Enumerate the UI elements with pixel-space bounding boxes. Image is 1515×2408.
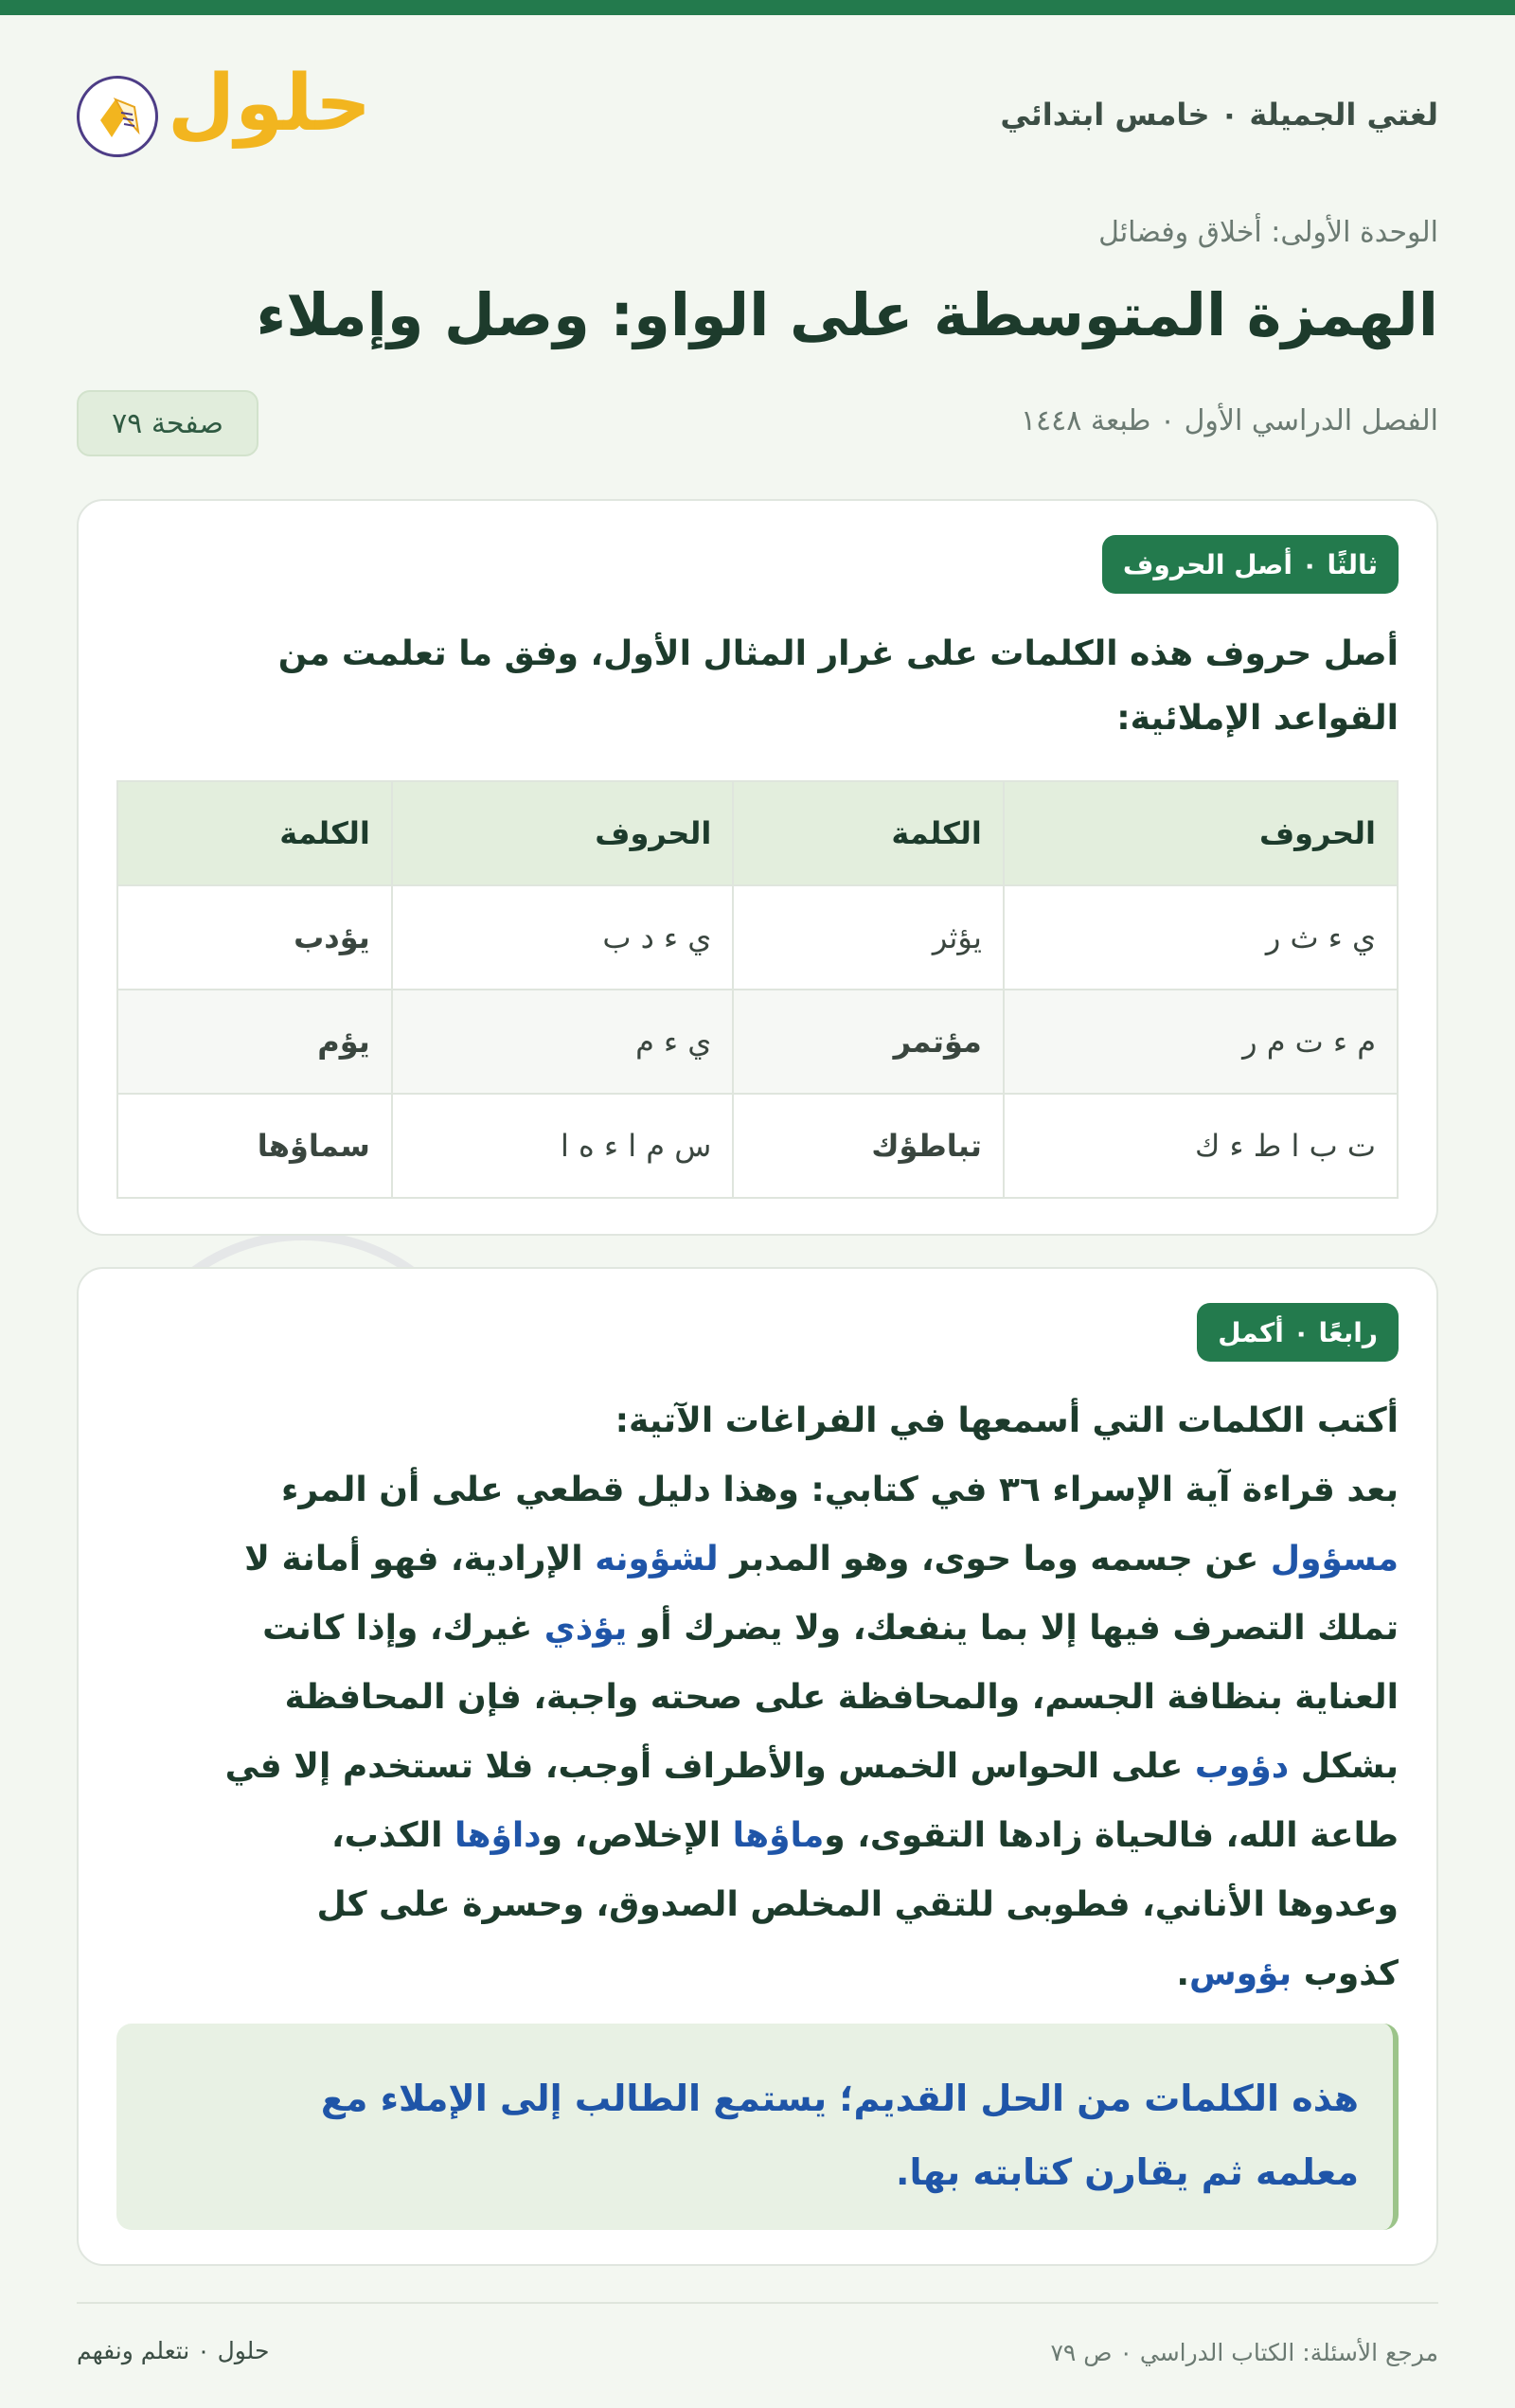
unit-label: الوحدة الأولى: أخلاق وفضائل xyxy=(1098,216,1438,249)
table-row xyxy=(117,885,1398,990)
page-header xyxy=(77,57,1438,180)
answer-word-cell: سماؤها xyxy=(117,1094,392,1198)
dictation-text: بشكل xyxy=(1289,1747,1399,1786)
table-row xyxy=(117,1094,1398,1198)
dictation-text: على الحواس الخمس والأطراف أوجب، فلا تستخدم إلا في xyxy=(224,1747,1195,1786)
logo-wordmark: حلول xyxy=(168,59,372,149)
dictation-paragraph xyxy=(116,1455,1399,2008)
section-pill: رابعًا ٠ أكمل xyxy=(1197,1303,1399,1362)
answer-word-cell: مؤتمر xyxy=(733,990,1004,1094)
letters-cell: س م ا ء ه ا xyxy=(392,1094,734,1198)
column-header: الحروف xyxy=(1004,781,1398,885)
footer-divider xyxy=(77,2302,1438,2304)
answer-word: دؤوب xyxy=(1194,1747,1290,1786)
dictation-text: الكذب، xyxy=(330,1816,454,1855)
answer-word: داؤها xyxy=(454,1816,542,1855)
answer-word-cell: يؤم xyxy=(117,990,392,1094)
dictation-text: غيرك، وإذا كانت xyxy=(262,1609,544,1648)
dictation-text: تملك التصرف فيها إلا بما ينفعك، ولا يضرك أو xyxy=(627,1609,1399,1648)
letters-cell: ت ب ا ط ء ك xyxy=(1004,1094,1398,1198)
note-line: معلمه ثم يقارن كتابته بها. xyxy=(896,2151,1359,2193)
letters-table xyxy=(116,780,1399,1199)
column-header: الكلمة xyxy=(117,781,392,885)
section-pill: ثالثًا ٠ أصل الحروف xyxy=(1102,535,1399,594)
dictation-text: العناية بنظافة الجسم، والمحافظة على صحته واجبة، فإن المحافظة xyxy=(284,1678,1399,1717)
answer-word: ماؤها xyxy=(732,1816,825,1855)
page-number-badge: صفحة ٧٩ xyxy=(77,390,258,456)
section-complete-card xyxy=(77,1267,1438,2266)
note-text xyxy=(151,2061,1359,2209)
dictation-line xyxy=(116,1525,1399,1594)
note-line: هذه الكلمات من الحل القديم؛ يستمع الطالب إلى الإملاء مع xyxy=(320,2078,1359,2119)
top-accent-bar xyxy=(0,0,1515,15)
letters-cell: ي ء ث ر xyxy=(1004,885,1398,990)
table-header-row xyxy=(117,781,1398,885)
dictation-line xyxy=(116,1663,1399,1732)
answer-word: لشؤونه xyxy=(595,1540,719,1579)
answer-word-cell: يؤدب xyxy=(117,885,392,990)
column-header: الحروف xyxy=(392,781,734,885)
dictation-text: وعدوها الأناني، فطوبى للتقي المخلص الصدوق، وحسرة على كل xyxy=(316,1885,1399,1924)
dictation-text: عن جسمه وما حوى، وهو المدبر xyxy=(718,1540,1271,1579)
dictation-text: كذوب xyxy=(1292,1954,1399,1993)
answer-note xyxy=(116,2024,1399,2230)
prompt-line: أصل حروف هذه الكلمات على غرار المثال الأول، وفق ما تعلمت من xyxy=(277,634,1399,673)
letters-cell: ي ء د ب xyxy=(392,885,734,990)
column-header: الكلمة xyxy=(733,781,1004,885)
footer-reference: مرجع الأسئلة: الكتاب الدراسي ٠ ص ٧٩ xyxy=(1050,2339,1438,2366)
edition-meta: الفصل الدراسي الأول ٠ طبعة ١٤٤٨ xyxy=(1020,404,1438,437)
table-row xyxy=(117,990,1398,1094)
section-instruction: أكتب الكلمات التي أسمعها في الفراغات الآتية: xyxy=(615,1401,1399,1440)
word-cell: يؤثر xyxy=(733,885,1004,990)
answer-word-cell: تباطؤك xyxy=(733,1094,1004,1198)
dictation-line xyxy=(116,1455,1399,1525)
dictation-text: بعد قراءة آية الإسراء ٣٦ في كتابي: وهذا دليل قطعي على أن المرء xyxy=(280,1471,1399,1509)
lesson-title: الهمزة المتوسطة على الواو: وصل وإملاء xyxy=(256,280,1438,349)
section-prompt xyxy=(116,622,1399,751)
prompt-line: القواعد الإملائية: xyxy=(1116,699,1399,738)
dictation-line xyxy=(116,1939,1399,2008)
answer-word: مسؤول xyxy=(1270,1540,1399,1579)
dictation-line xyxy=(116,1594,1399,1663)
letters-cell: م ء ت م ر xyxy=(1004,990,1398,1094)
answer-word: بؤوس xyxy=(1189,1954,1292,1993)
site-logo[interactable] xyxy=(77,59,372,178)
footer-brand: حلول ٠ نتعلم ونفهم xyxy=(77,2337,270,2364)
dictation-line xyxy=(116,1732,1399,1801)
letters-cell: ي ء م xyxy=(392,990,734,1094)
dictation-text: الإرادية، فهو أمانة لا xyxy=(244,1540,596,1579)
answer-word: يؤذي xyxy=(544,1609,628,1648)
book-subtitle: لغتي الجميلة ٠ خامس ابتدائي xyxy=(1000,97,1438,133)
dictation-line xyxy=(116,1801,1399,1870)
section-letters-origin-card xyxy=(77,499,1438,1236)
logo-emblem-icon xyxy=(77,76,158,157)
dictation-text: . xyxy=(1176,1954,1190,1993)
dictation-line xyxy=(116,1870,1399,1939)
dictation-text: الإخلاص، و xyxy=(541,1816,733,1855)
dictation-text: طاعة الله، فالحياة زادها التقوى، و xyxy=(824,1816,1399,1855)
